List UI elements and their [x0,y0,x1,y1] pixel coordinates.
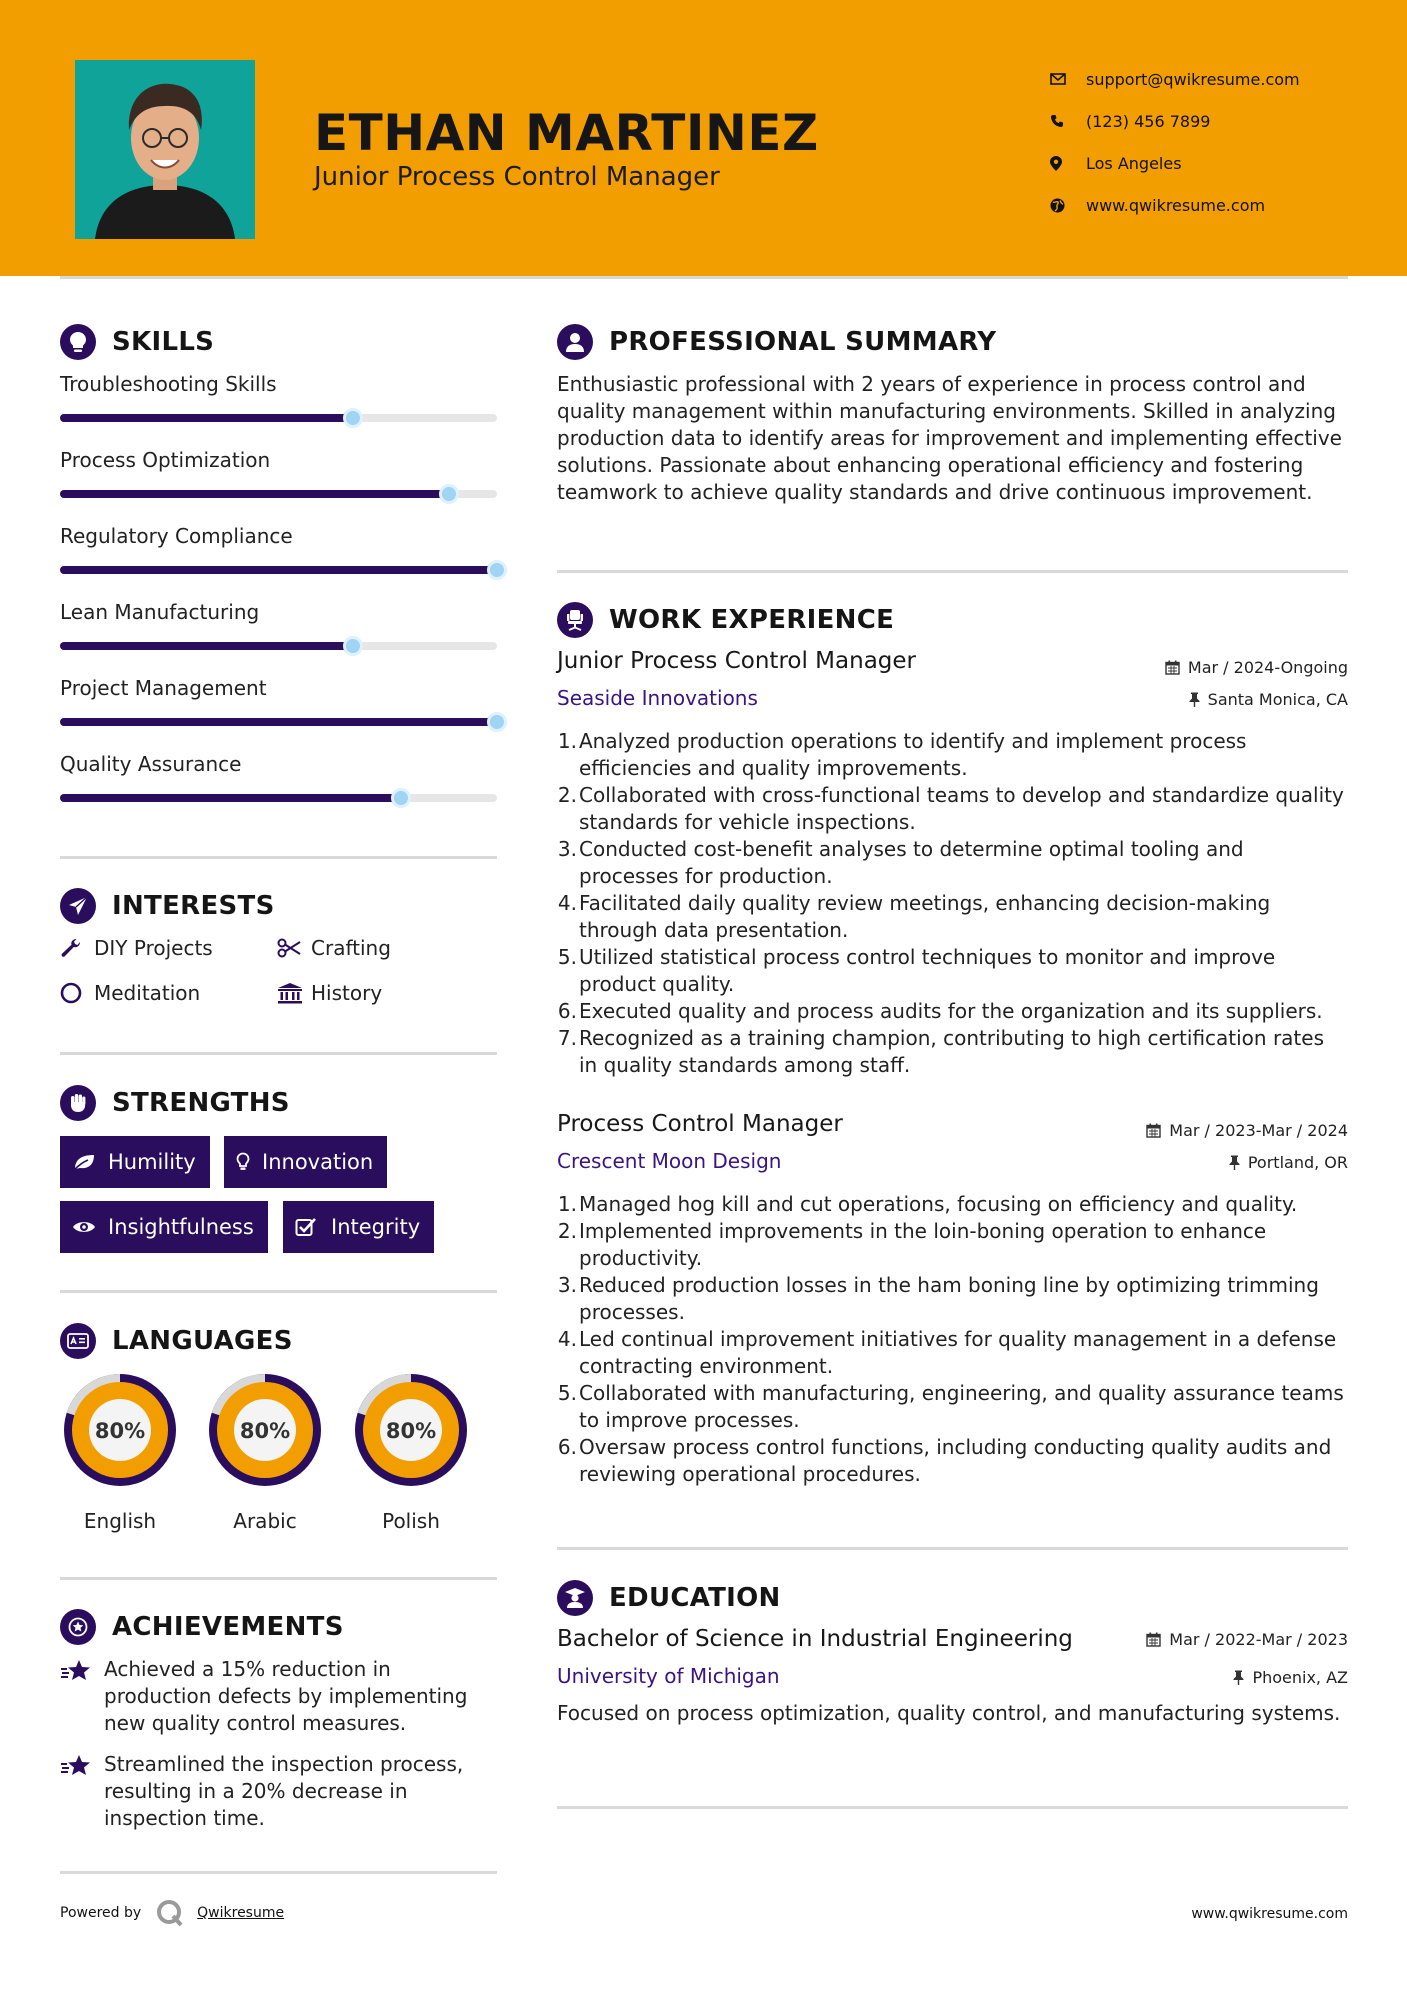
duty-item: 5. Utilized statistical process control techniques to monitor and improve product quality. [557,944,1348,998]
skill-bar-fill [60,794,401,802]
strength-badge [224,1136,387,1188]
skill-item [60,600,497,676]
duty-item: 6. Executed quality and process audits for the organization and its suppliers. [557,999,1323,1023]
duty-item: 2. Implemented improvements in the loin-boning operation to enhance productivity. [557,1218,1348,1272]
profile-photo [75,60,255,239]
education-location-text: Phoenix, AZ [1252,1668,1348,1687]
job-dates [1165,658,1348,677]
job-duties [557,728,1348,1079]
achievement-text: Streamlined the inspection process, resulting in a 20% decrease in inspection time. [104,1752,464,1830]
language-ring [350,1369,472,1491]
section-divider [60,1290,497,1293]
interest-item [277,936,391,960]
summary-title: PROFESSIONAL SUMMARY [609,327,997,357]
skill-bar [60,414,497,422]
skill-bar-fill [60,642,353,650]
circle-icon [60,982,94,1004]
skill-bar-fill [60,414,353,422]
language-percent: 80% [94,1419,146,1443]
brand-link[interactable]: Qwikresume [197,1905,285,1921]
job-dates-text: Mar / 2023-Mar / 2024 [1169,1121,1348,1140]
phone-icon [1050,114,1086,128]
lightbulb-icon [236,1152,262,1172]
duty-item: 3. Reduced production losses in the ham boning line by optimizing trimming processes. [557,1272,1348,1326]
job-entry [557,1111,1348,1511]
skill-bar-knob [343,636,363,656]
interest-item [60,936,213,960]
job-entry [557,648,1348,1088]
language-item [59,1369,181,1533]
graduate-icon [557,1580,593,1616]
language-percent: 80% [239,1419,291,1443]
star-badge-icon [60,1609,96,1645]
language-card-icon [60,1323,96,1359]
section-divider [60,1871,497,1874]
duty-text: Collaborated with manufacturing, engineering, and quality assurance teams to improve processes. [579,1381,1344,1432]
contact-website[interactable] [1050,184,1300,226]
interests-title: INTERESTS [112,891,275,921]
skill-name: Lean Manufacturing [60,600,260,624]
language-ring [59,1369,181,1491]
languages-title: LANGUAGES [112,1326,293,1356]
shooting-star-icon [60,1751,104,1832]
interest-item [277,981,382,1005]
skill-item [60,676,497,752]
calendar-icon [1165,660,1180,675]
duty-text: Collaborated with cross-functional teams to develop and standardize quality standards for vehicle inspections. [579,783,1344,834]
skill-name: Quality Assurance [60,752,242,776]
skills-heading [60,324,214,360]
contact-phone-text: (123) 456 7899 [1086,111,1211,131]
location-pin-icon [1050,156,1086,171]
interest-item [60,981,200,1005]
footer-url[interactable]: www.qwikresume.com [1191,1906,1348,1922]
job-company: Seaside Innovations [557,686,758,710]
section-divider [557,1806,1348,1809]
contact-email[interactable] [1050,58,1300,100]
achievement-item [60,1751,497,1832]
skill-name: Troubleshooting Skills [60,372,277,396]
skill-bar-fill [60,718,497,726]
contact-location [1050,142,1300,184]
skills-title: SKILLS [112,327,215,357]
contact-website-text: www.qwikresume.com [1086,195,1266,215]
education-description: Focused on process optimization, quality control, and manufacturing systems. [557,1701,1341,1725]
skill-bar [60,642,497,650]
education-heading [557,1580,781,1616]
checkbox-icon [295,1217,331,1237]
skill-bar [60,794,497,802]
duty-text: Oversaw process control functions, including conducting quality audits and reviewing operational procedures. [579,1435,1332,1486]
section-divider [60,1052,497,1055]
globe-icon [1050,198,1086,213]
contact-email-text: support@qwikresume.com [1086,69,1300,89]
strength-label: Insightfulness [108,1215,254,1239]
duty-item: 6. Oversaw process control functions, including conducting quality audits and reviewing operational procedures. [557,1434,1348,1488]
education-dates-text: Mar / 2022-Mar / 2023 [1169,1630,1348,1649]
degree-title: Bachelor of Science in Industrial Engineering [557,1626,1073,1652]
skill-bar [60,718,497,726]
education-title: EDUCATION [609,1583,781,1613]
job-title: Process Control Manager [557,1111,843,1137]
duty-item: 3. Conducted cost-benefit analyses to determine optimal tooling and processes for production. [557,836,1348,890]
strength-label: Innovation [262,1150,374,1174]
achievements-heading [60,1609,344,1645]
job-location [1189,690,1348,709]
job-location-text: Portland, OR [1247,1153,1348,1172]
skill-name: Project Management [60,676,267,700]
experience-heading [557,602,894,638]
summary-heading [557,324,996,360]
education-location [1233,1668,1348,1687]
qwikresume-logo-icon [155,1898,185,1928]
strength-badge [60,1136,210,1188]
languages-heading [60,1323,293,1359]
section-divider [60,1577,497,1580]
calendar-icon [1146,1632,1161,1647]
skill-bar [60,566,497,574]
strength-label: Integrity [331,1215,421,1239]
duty-item: 4. Led continual improvement initiatives for quality management in a defense contracting environment. [557,1326,1348,1380]
duty-item: 4. Facilitated daily quality review meetings, enhancing decision-making through data presentation. [557,890,1348,944]
skill-name: Regulatory Compliance [60,524,293,548]
job-dates [1146,1121,1348,1140]
duty-item: 1. Managed hog kill and cut operations, focusing on efficiency and quality. [557,1192,1298,1216]
achievement-item [60,1656,497,1737]
candidate-name: ETHAN MARTINEZ [314,104,819,162]
interest-label: DIY Projects [94,936,213,960]
school-name: University of Michigan [557,1664,780,1688]
interest-label: Meditation [94,981,201,1005]
duty-text: Utilized statistical process control techniques to monitor and improve product quality. [579,945,1276,996]
duty-text: Recognized as a training champion, contributing to high certification rates in quality standards among staff. [579,1026,1324,1077]
job-location-text: Santa Monica, CA [1207,690,1348,709]
achievements-title: ACHIEVEMENTS [112,1612,344,1642]
section-divider [557,570,1348,573]
skill-item [60,372,497,448]
language-ring [204,1369,326,1491]
language-item [350,1369,472,1533]
duty-text: Reduced production losses in the ham boning line by optimizing trimming processes. [579,1273,1319,1324]
language-item [204,1369,326,1533]
leaf-icon [72,1153,108,1171]
experience-title: WORK EXPERIENCE [609,605,895,635]
header-divider [60,276,1348,279]
strengths-heading [60,1085,290,1121]
duty-text: Facilitated daily quality review meetings, enhancing decision-making through data presentation. [579,891,1271,942]
skill-bar-fill [60,566,497,574]
job-duties [557,1191,1348,1488]
job-location [1229,1153,1348,1172]
pushpin-icon [1189,692,1200,707]
skill-item [60,752,497,828]
language-name: Arabic [233,1509,297,1533]
duty-text: Implemented improvements in the loin-boning operation to enhance productivity. [579,1219,1267,1270]
duty-text: Conducted cost-benefit analyses to determine optimal tooling and processes for production. [579,837,1244,888]
interest-label: History [311,981,383,1005]
skill-bar-knob [487,712,507,732]
shooting-star-icon [60,1656,104,1737]
duty-item: 1. Analyzed production operations to identify and implement process efficiencies and quality improvements. [557,728,1348,782]
strengths-title: STRENGTHS [112,1088,290,1118]
candidate-role: Junior Process Control Manager [314,162,720,192]
skill-item [60,524,497,600]
duty-item: 5. Collaborated with manufacturing, engineering, and quality assurance teams to improve processes. [557,1380,1348,1434]
calendar-icon [1146,1123,1161,1138]
language-percent: 80% [385,1419,437,1443]
job-dates-text: Mar / 2024-Ongoing [1187,658,1348,677]
skill-bar-knob [343,408,363,428]
contact-phone[interactable] [1050,100,1300,142]
envelope-icon [1050,73,1086,85]
duty-text: Analyzed production operations to identify and implement process efficiencies and quality improvements. [579,729,1247,780]
achievement-text: Achieved a 15% reduction in production defects by implementing new quality control measures. [104,1657,468,1735]
job-title: Junior Process Control Manager [557,648,916,674]
pushpin-icon [1229,1155,1240,1170]
education-dates [1146,1630,1348,1649]
scissors-icon [277,938,311,958]
eye-icon [72,1219,108,1235]
raised-fist-icon [60,1085,96,1121]
duty-text: Managed hog kill and cut operations, focusing on efficiency and quality. [579,1192,1298,1216]
interests-heading [60,888,275,924]
education-entry [557,1626,1348,1766]
language-name: English [83,1509,157,1533]
paper-plane-icon [60,888,96,924]
contact-list [1050,58,1300,226]
interest-label: Crafting [311,936,391,960]
summary-text: Enthusiastic professional with 2 years of experience in process control and quality management within manufacturing environments. Skilled in analyzing production data to identify areas for improvement and implementing effective solutions. Passionate about enhancing operational efficiency and fostering teamwork to achieve quality standards and drive continuous improvement. [557,372,1342,504]
duty-item: 2. Collaborated with cross-functional teams to develop and standardize quality standards for vehicle inspections. [557,782,1348,836]
job-company: Crescent Moon Design [557,1149,782,1173]
language-name: Polish [382,1509,440,1533]
lightbulb-icon [60,324,96,360]
powered-by-text: Powered by [60,1905,142,1921]
skill-bar [60,490,497,498]
duty-text: Executed quality and process audits for the organization and its suppliers. [579,999,1323,1023]
skill-bar-knob [439,484,459,504]
resume-header [0,0,1407,276]
section-divider [557,1547,1348,1550]
strength-badge [60,1201,268,1253]
pushpin-icon [1233,1670,1244,1685]
contact-location-text: Los Angeles [1086,153,1182,173]
skill-bar-knob [487,560,507,580]
office-chair-icon [557,602,593,638]
duty-text: Led continual improvement initiatives for quality management in a defense contracting environment. [579,1327,1337,1378]
skill-item [60,448,497,524]
section-divider [60,856,497,859]
strength-badge [283,1201,434,1253]
wrench-icon [60,937,94,959]
skill-bar-knob [391,788,411,808]
duty-item: 7. Recognized as a training champion, contributing to high certification rates in quality standards among staff. [557,1025,1348,1079]
skill-bar-fill [60,490,449,498]
user-icon [557,324,593,360]
museum-icon [277,982,311,1004]
skill-name: Process Optimization [60,448,271,472]
strength-label: Humility [108,1150,196,1174]
footer-powered-by [60,1898,284,1928]
